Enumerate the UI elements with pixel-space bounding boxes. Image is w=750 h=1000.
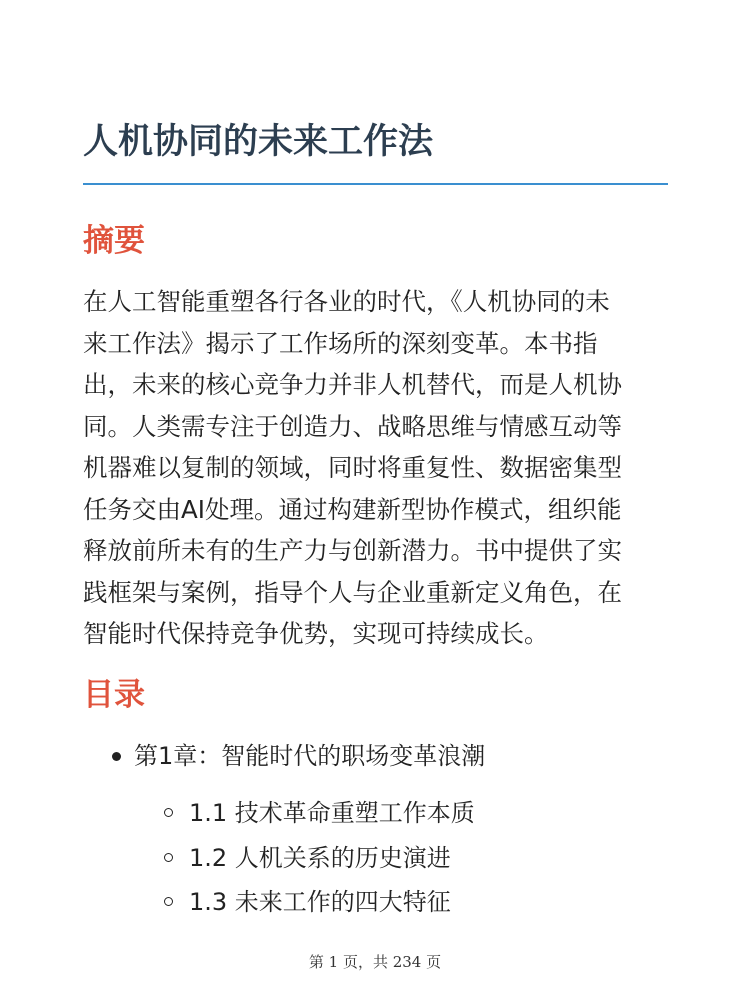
abstract-line: 任务交由AI处理。通过构建新型协作模式，组织能 [83,494,622,524]
abstract-line: 践框架与案例，指导个人与企业重新定义角色，在 [83,577,622,607]
abstract-line: 释放前所未有的生产力与创新潜力。书中提供了实 [83,536,622,565]
toc-heading: 目录 [83,677,145,713]
bullet-circle-icon [164,897,173,906]
bullet-circle-icon [164,853,173,862]
toc-section-item[interactable]: 1.3 未来工作的四大特征 [189,888,451,916]
abstract-line: 同。人类需专注于创造力、战略思维与情感互动等 [83,411,622,441]
abstract-line: 智能时代保持竞争优势，实现可持续成长。 [83,619,549,648]
toc-section-item[interactable]: 1.2 人机关系的历史演进 [189,844,451,872]
toc-section-item[interactable]: 1.1 技术革命重塑工作本质 [189,799,475,827]
bullet-circle-icon [164,808,173,817]
abstract-heading: 摘要 [83,223,145,259]
page-number-footer: 第 1 页，共 234 页 [308,953,442,971]
toc-chapter-item[interactable]: 第1章：智能时代的职场变革浪潮 [134,742,486,770]
abstract-line: 机器难以复制的领域，同时将重复性、数据密集型 [83,453,622,482]
abstract-line: 在人工智能重塑各行各业的时代，《人机协同的未 [83,287,610,316]
abstract-line: 来工作法》揭示了工作场所的深刻变革。本书指 [83,328,598,358]
bullet-disc-icon [112,752,121,761]
document-title: 人机协同的未来工作法 [83,122,434,162]
abstract-line: 出，未来的核心竞争力并非人机替代，而是人机协 [83,370,622,399]
